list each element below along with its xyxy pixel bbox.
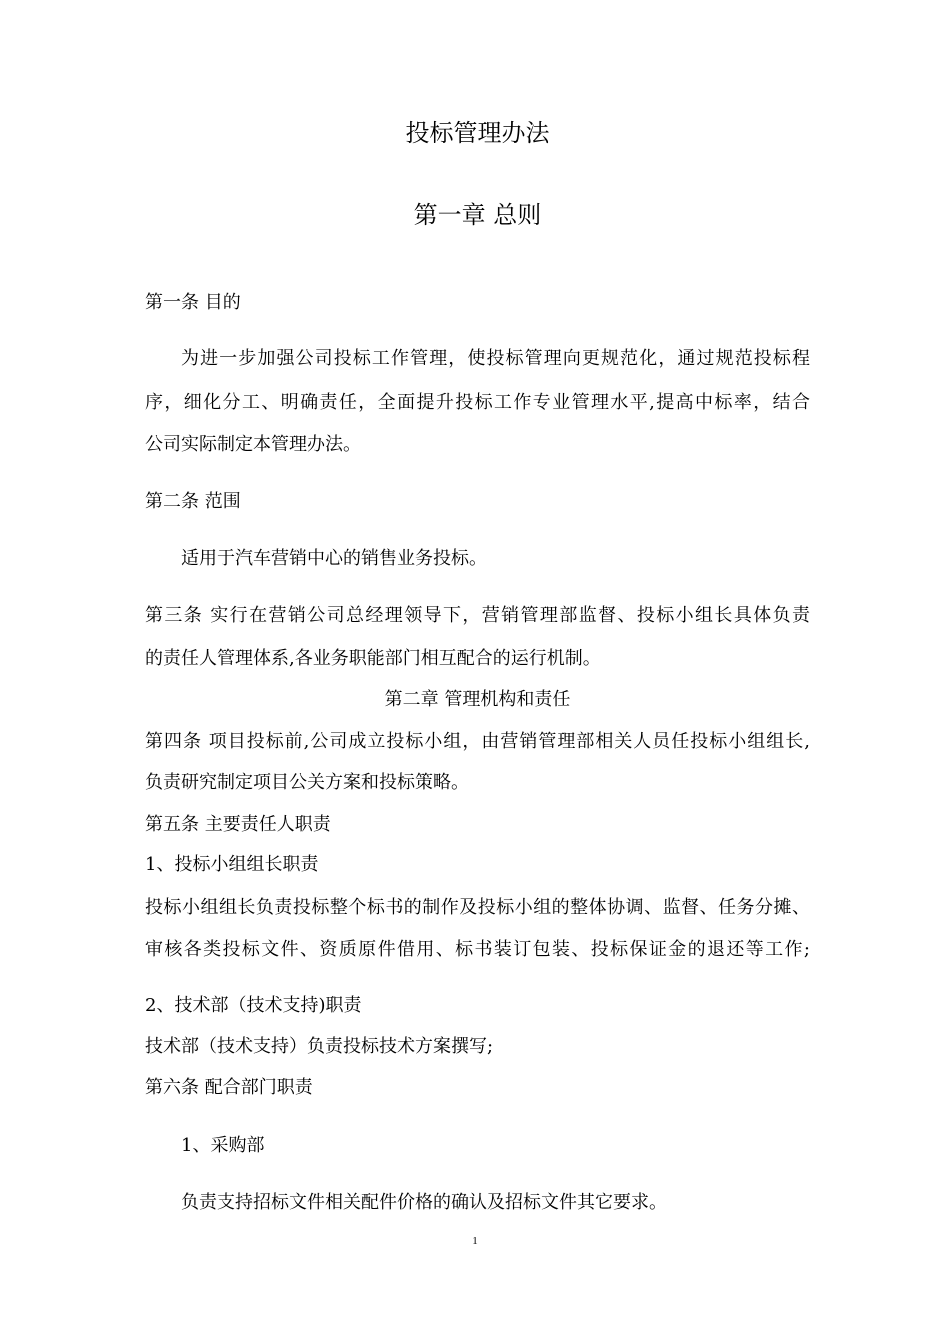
list-item-title: 1、投标小组组长职责: [145, 854, 319, 875]
list-item-title: 1、采购部: [181, 1135, 265, 1156]
article-heading: 第二条 范围: [145, 491, 241, 512]
document-title: 投标管理办法: [405, 119, 550, 147]
article-heading: 第六条 配合部门职责: [145, 1077, 313, 1098]
paragraph-line: 审核各类投标文件、资质原件借用、标书装订包装、投标保证金的退还等工作;: [145, 939, 810, 960]
paragraph-line: 序，细化分工、明确责任，全面提升投标工作专业管理水平,提高中标率，结合: [145, 392, 810, 413]
paragraph-line: 适用于汽车营销中心的销售业务投标。: [181, 548, 487, 569]
paragraph-line: 投标小组组长负责投标整个标书的制作及投标小组的整体协调、监督、任务分摊、: [145, 897, 810, 918]
paragraph-line: 为进一步加强公司投标工作管理，使投标管理向更规范化，通过规范投标程: [181, 348, 810, 369]
paragraph-line: 技术部（技术支持）负责投标技术方案撰写;: [145, 1036, 494, 1057]
list-item-title: 2、技术部（技术支持)职责: [145, 995, 362, 1016]
paragraph-line: 负责支持招标文件相关配件价格的确认及招标文件其它要求。: [181, 1192, 667, 1213]
paragraph-line: 负责研究制定项目公关方案和投标策略。: [145, 772, 469, 793]
chapter-heading: 第二章 管理机构和责任: [384, 689, 571, 710]
paragraph-line: 第四条 项目投标前,公司成立投标小组，由营销管理部相关人员任投标小组组长,: [145, 731, 810, 752]
article-heading: 第一条 目的: [145, 292, 241, 313]
paragraph-line: 的责任人管理体系,各业务职能部门相互配合的运行机制。: [145, 648, 601, 669]
page-number: 1: [472, 1235, 478, 1247]
chapter-heading: 第一章 总则: [413, 201, 542, 229]
paragraph-line: 第三条 实行在营销公司总经理领导下，营销管理部监督、投标小组长具体负责: [145, 605, 810, 626]
paragraph-line: 公司实际制定本管理办法。: [145, 434, 361, 455]
article-heading: 第五条 主要责任人职责: [145, 814, 331, 835]
